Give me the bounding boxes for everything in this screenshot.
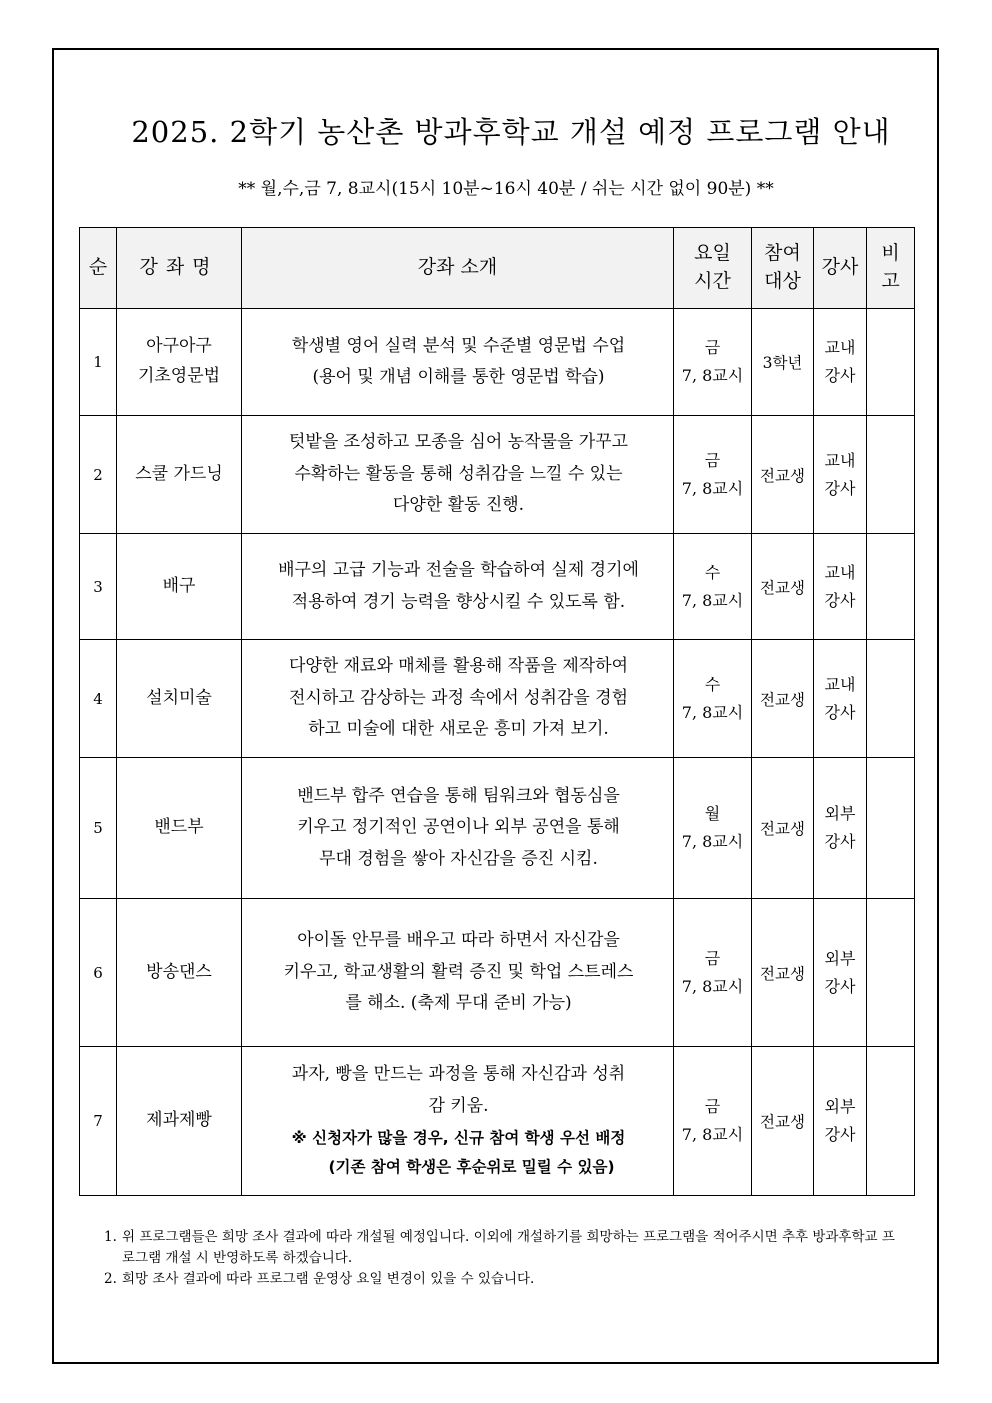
course-name-line2: 기초영문법 <box>137 366 221 386</box>
teacher-line2: 강사 <box>824 976 856 996</box>
remarks <box>867 309 915 416</box>
row-number: 4 <box>80 640 117 758</box>
day-of-week: 수 <box>704 674 721 694</box>
teacher-line2: 강사 <box>824 590 856 610</box>
course-intro <box>242 309 674 416</box>
header-day-line2: 시간 <box>694 270 731 292</box>
day-time <box>674 1047 752 1196</box>
course-name <box>117 899 242 1047</box>
course-name <box>117 534 242 640</box>
program-table <box>79 227 915 1196</box>
header-target <box>752 228 814 309</box>
target-students: 전교생 <box>752 1047 814 1196</box>
footnote-text: 위 프로그램들은 희망 조사 결과에 따라 개설될 예정입니다. 이외에 개설하기를 희망하는 프로그램을 적어주시면 추후 방과후학교 프로그램 개설 시 반영하도록 하겠습니다. <box>122 1229 895 1266</box>
intro-line: 아이돌 안무를 배우고 따라 하면서 자신감을 <box>297 930 620 951</box>
priority-note-line1: ※ 신청자가 많을 경우, 신규 참여 학생 우선 배정 <box>291 1129 626 1147</box>
header-note-line1: 비 <box>881 242 900 265</box>
intro-line: 무대 경험을 쌓아 자신감을 증진 시킴. <box>319 848 598 869</box>
header-note <box>867 228 915 309</box>
day-time <box>674 899 752 1047</box>
footnote-item <box>104 1269 904 1290</box>
teacher-line1: 교내 <box>824 674 856 694</box>
teacher-line1: 외부 <box>824 948 856 968</box>
footnote-item <box>104 1227 904 1269</box>
day-time <box>674 309 752 416</box>
class-period: 7, 8교시 <box>681 702 744 722</box>
priority-note <box>256 1124 661 1183</box>
teacher-line2: 강사 <box>824 1125 856 1144</box>
teacher-line1: 교내 <box>824 562 856 582</box>
table-row <box>80 534 915 640</box>
intro-line: 텃밭을 조성하고 모종을 심어 농작물을 가꾸고 <box>288 432 629 453</box>
course-name <box>117 758 242 899</box>
header-num: 순 <box>80 228 117 309</box>
page-title: 2025. 2학기 농산촌 방과후학교 개설 예정 프로그램 안내 <box>131 115 891 149</box>
intro-line: 배구의 고급 기능과 전술을 학습하여 실제 경기에 <box>278 560 639 581</box>
table-row <box>80 416 915 534</box>
table-row <box>80 899 915 1047</box>
row-number: 6 <box>80 899 117 1047</box>
header-day-line1: 요일 <box>694 242 731 265</box>
course-name-line1: 제과제빵 <box>146 1110 212 1131</box>
teacher-line2: 강사 <box>824 478 856 498</box>
day-of-week: 금 <box>704 1097 721 1116</box>
intro-line: 키우고, 학교생활의 활력 증진 및 학업 스트레스 <box>283 961 634 982</box>
teacher-line2: 강사 <box>824 702 856 722</box>
day-of-week: 금 <box>704 450 721 470</box>
class-period: 7, 8교시 <box>681 366 744 385</box>
table-row <box>80 1047 915 1196</box>
teacher-line1: 교내 <box>824 338 856 357</box>
header-day <box>674 228 752 309</box>
priority-note-line2: (기존 참여 학생은 후순위로 밀릴 수 있음) <box>328 1158 615 1177</box>
course-name <box>117 1047 242 1196</box>
header-teacher: 강사 <box>814 228 867 309</box>
table-row <box>80 640 915 758</box>
target-students: 전교생 <box>752 899 814 1047</box>
teacher-line1: 외부 <box>824 804 856 823</box>
course-name-line1: 설치미술 <box>146 687 212 708</box>
target-students: 3학년 <box>752 309 814 416</box>
schedule-subtitle: ** 월,수,금 7, 8교시(15시 10분~16시 40분 / 쉬는 시간 없이 90분) ** <box>238 179 774 199</box>
course-intro <box>242 640 674 758</box>
teacher-type <box>814 899 867 1047</box>
course-name-line1: 아구아구 <box>146 336 212 357</box>
remarks <box>867 758 915 899</box>
intro-line: 다양한 활동 진행. <box>392 495 525 516</box>
teacher-line1: 외부 <box>824 1097 856 1116</box>
intro-line: 감 키움. <box>428 1095 489 1116</box>
footnote-text: 희망 조사 결과에 따라 프로그램 운영상 요일 변경이 있을 수 있습니다. <box>122 1270 535 1287</box>
footnotes <box>104 1227 904 1290</box>
intro-line: 다양한 재료와 매체를 활용해 작품을 제작하여 <box>288 656 629 677</box>
teacher-line2: 강사 <box>824 366 856 385</box>
teacher-type <box>814 309 867 416</box>
day-of-week: 금 <box>704 338 721 357</box>
remarks <box>867 1047 915 1196</box>
header-target-line1: 참여 <box>764 242 801 265</box>
footnote-number: 1. <box>104 1229 117 1245</box>
course-name-line1: 방송댄스 <box>146 961 212 982</box>
course-name-line1: 밴드부 <box>154 817 204 838</box>
table-header-row <box>80 228 915 309</box>
course-name <box>117 309 242 416</box>
intro-line: 적용하여 경기 능력을 향상시킬 수 있도록 함. <box>291 591 626 612</box>
header-course: 강좌명 <box>117 228 242 309</box>
intro-line: 를 해소. (축제 무대 준비 가능) <box>345 993 572 1014</box>
teacher-type <box>814 1047 867 1196</box>
day-of-week: 월 <box>704 804 721 823</box>
day-of-week: 수 <box>704 562 721 582</box>
course-name-line1: 배구 <box>162 575 196 596</box>
course-intro <box>242 534 674 640</box>
intro-line: 키우고 정기적인 공연이나 외부 공연을 통해 <box>297 817 620 838</box>
row-number: 7 <box>80 1047 117 1196</box>
course-intro <box>242 758 674 899</box>
intro-line: (용어 및 개념 이해를 통한 영문법 학습) <box>312 367 605 387</box>
day-time <box>674 758 752 899</box>
course-intro <box>242 416 674 534</box>
day-time <box>674 640 752 758</box>
target-students: 전교생 <box>752 640 814 758</box>
teacher-type <box>814 758 867 899</box>
teacher-line1: 교내 <box>824 450 856 470</box>
course-intro <box>242 1047 674 1196</box>
intro-line: 학생별 영어 실력 분석 및 수준별 영문법 수업 <box>291 335 626 356</box>
course-name <box>117 640 242 758</box>
header-intro: 강좌 소개 <box>242 228 674 309</box>
remarks <box>867 640 915 758</box>
target-students: 전교생 <box>752 416 814 534</box>
table-row <box>80 758 915 899</box>
teacher-type <box>814 416 867 534</box>
class-period: 7, 8교시 <box>681 590 744 610</box>
class-period: 7, 8교시 <box>681 976 744 996</box>
teacher-type <box>814 640 867 758</box>
course-intro <box>242 899 674 1047</box>
class-period: 7, 8교시 <box>681 1125 744 1144</box>
intro-line: 전시하고 감상하는 과정 속에서 성취감을 경험 <box>288 687 629 708</box>
day-time <box>674 534 752 640</box>
day-time <box>674 416 752 534</box>
target-students: 전교생 <box>752 534 814 640</box>
intro-line: 과자, 빵을 만드는 과정을 통해 자신감과 성취 <box>291 1064 626 1085</box>
course-name <box>117 416 242 534</box>
day-of-week: 금 <box>704 948 721 968</box>
remarks <box>867 534 915 640</box>
row-number: 2 <box>80 416 117 534</box>
remarks <box>867 416 915 534</box>
table-row <box>80 309 915 416</box>
intro-line: 밴드부 합주 연습을 통해 팀워크와 협동심을 <box>297 785 620 806</box>
target-students: 전교생 <box>752 758 814 899</box>
footnote-number: 2. <box>104 1270 117 1287</box>
class-period: 7, 8교시 <box>681 832 744 851</box>
intro-line: 하고 미술에 대한 새로운 흥미 가져 보기. <box>308 719 609 740</box>
header-target-line2: 대상 <box>764 270 801 292</box>
row-number: 1 <box>80 309 117 416</box>
teacher-type <box>814 534 867 640</box>
course-name-line1: 스쿨 가드닝 <box>135 463 223 484</box>
header-note-line2: 고 <box>881 270 900 292</box>
row-number: 3 <box>80 534 117 640</box>
remarks <box>867 899 915 1047</box>
class-period: 7, 8교시 <box>681 478 744 498</box>
teacher-line2: 강사 <box>824 832 856 851</box>
intro-line: 수확하는 활동을 통해 성취감을 느낄 수 있는 <box>294 463 623 484</box>
row-number: 5 <box>80 758 117 899</box>
